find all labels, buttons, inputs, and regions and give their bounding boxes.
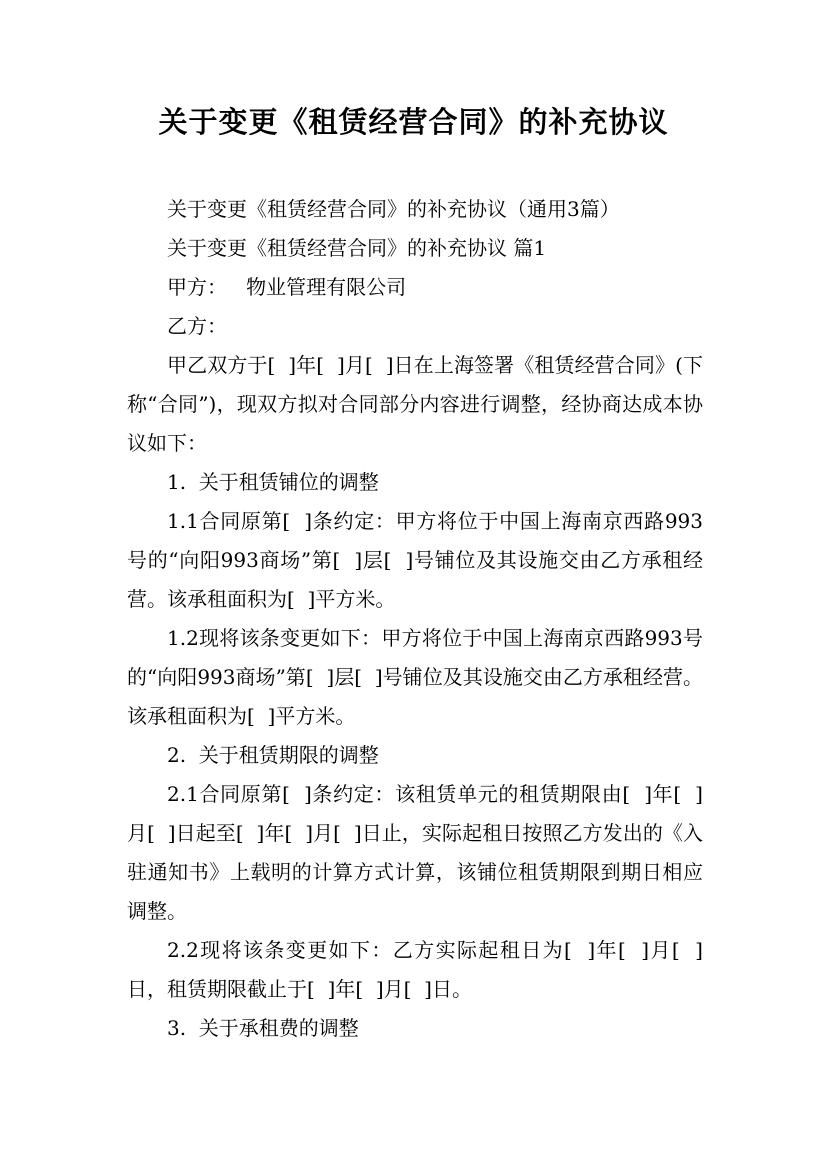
paragraph-clause-2-1: 2.1合同原第[ ]条约定：该租赁单元的租赁期限由[ ]年[ ]月[ ]日起至[ ]年[ ]月[ ]日止，实际起租日按照乙方发出的《入驻通知书》上载明的计算方式计算，该铺位租赁期限到期日相应调整。 <box>127 782 703 923</box>
paragraph-part-title: 关于变更《租赁经营合同》的补充协议 篇1 <box>167 236 547 260</box>
paragraph-party-a: 甲方： 物业管理有限公司 <box>167 275 407 299</box>
paragraph-clause-1-2: 1.2现将该条变更如下：甲方将位于中国上海南京西路993号的“向阳993商场”第[ ]层[ ]号铺位及其设施交由乙方承租经营。该承租面积为[ ]平方米。 <box>127 626 703 728</box>
document-title: 关于变更《租赁经营合同》的补充协议 <box>158 105 669 139</box>
paragraph-section-2: 2. 关于租赁期限的调整 <box>167 743 379 767</box>
paragraph-clause-1-1: 1.1合同原第[ ]条约定：甲方将位于中国上海南京西路993号的“向阳993商场”第[ ]层[ ]号铺位及其设施交由乙方承租经营。该承租面积为[ ]平方米。 <box>127 509 703 611</box>
paragraph-clause-2-2: 2.2现将该条变更如下：乙方实际起租日为[ ]年[ ]月[ ]日，租赁期限截止于[ ]年[ ]月[ ]日。 <box>127 938 703 1001</box>
paragraph-section-1: 1. 关于租赁铺位的调整 <box>167 470 379 494</box>
paragraph-party-b: 乙方： <box>167 314 227 338</box>
document-body <box>127 190 703 1048</box>
paragraph-heading: 关于变更《租赁经营合同》的补充协议（通用3篇） <box>167 197 620 221</box>
paragraph-section-3: 3. 关于承租费的调整 <box>167 1016 359 1040</box>
paragraph-intro: 甲乙双方于[ ]年[ ]月[ ]日在上海签署《租赁经营合同》(下称“合同”)，现双方拟对合同部分内容进行调整，经协商达成本协议如下： <box>127 353 703 455</box>
